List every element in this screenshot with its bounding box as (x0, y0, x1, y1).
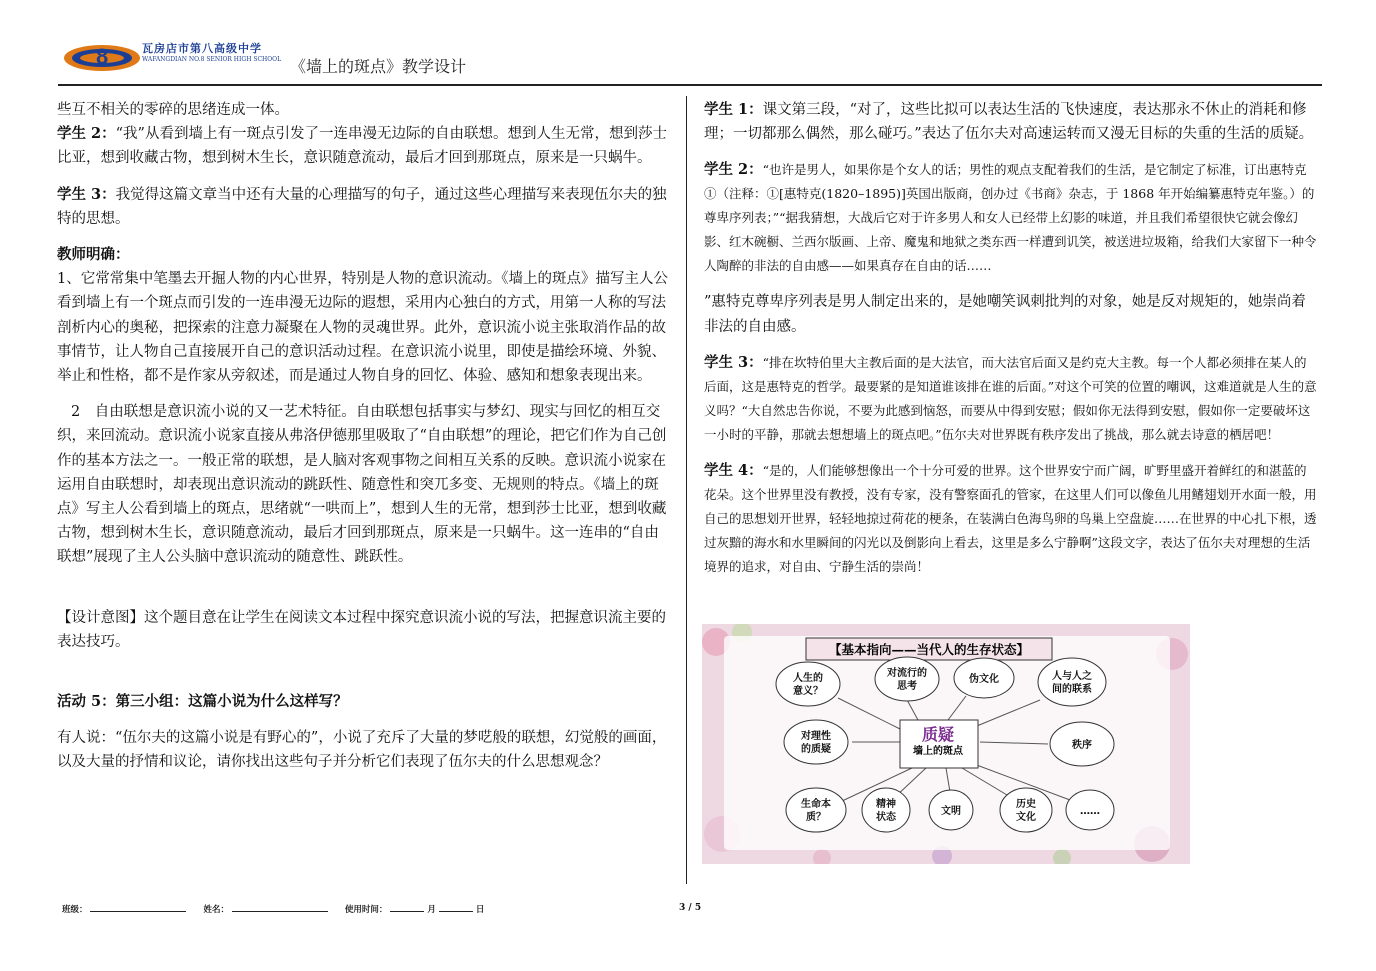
svg-text:8: 8 (96, 44, 109, 69)
answer-text: “排在坎特伯里大主教后面的是大法官，而大法官后面又是约克大主教。每一个人都必须排在某人的后面，这是惠特克的哲学。最要紧的是知道谁该排在谁的后面。”对这个可笑的位置的嘲讽，这难道就是人生的意义吗？“大自然忠告你说，不要为此感到恼怒，而要从中得到安慰；假如你无法得到安慰，假如你一定要破坏这一小时的平静，那就去想想墙上的斑点吧。”伍尔夫对世界既有秩序发出了挑战，那么就去诗意的栖居吧！ (704, 354, 1317, 442)
answer-text: “我”从看到墙上有一斑点引发了一连串漫无边际的自由联想。想到人生无常，想到莎士比亚，想到收藏古物，想到树木生长，意识随意流动，最后才回到那斑点，原来是一只蜗牛。 (57, 126, 667, 167)
node-rationality (784, 720, 848, 764)
node-trends (875, 657, 939, 701)
concept-diagram (702, 624, 1190, 864)
day-field[interactable] (439, 911, 473, 912)
node-spirit (862, 788, 910, 832)
svg-text:文化: 文化 (1016, 812, 1036, 823)
speaker-label: 学生 3： (57, 185, 116, 203)
page-number: 3 / 5 (679, 903, 702, 913)
activity-5-text: 有人说：“伍尔夫的这篇小说是有野心的”，小说了充斥了大量的梦呓般的联想，幻觉般的画面，以及大量的抒情和议论，请你找出这些句子并分析它们表现了伍尔夫的什么思想观念？ (57, 730, 667, 771)
activity-5-heading: 活动 5：第三小组：这篇小说为什么这样写？ (57, 693, 348, 711)
month-label: 月 (427, 905, 436, 915)
teacher-heading: 教师明确： (57, 246, 130, 264)
right-column (704, 98, 1318, 579)
school-name-en: WAFANGDIAN NO.8 SENIOR HIGH SCHOOL (142, 56, 282, 63)
page-header (58, 34, 1322, 84)
svg-text:对理性: 对理性 (801, 731, 831, 742)
month-field[interactable] (390, 911, 424, 912)
node-pseudo-culture (954, 658, 1014, 698)
svg-text:间的联系: 间的联系 (1052, 684, 1092, 695)
name-label: 姓名： (203, 905, 229, 915)
node-meaning-of-life (776, 662, 840, 706)
svg-text:思考: 思考 (897, 681, 917, 692)
svg-text:精神: 精神 (876, 799, 896, 810)
school-name-cn: 瓦房店市第八高级中学 (142, 42, 262, 55)
svg-text:历史: 历史 (1016, 799, 1036, 810)
node-history-culture (1000, 788, 1052, 832)
day-label: 日 (475, 905, 485, 915)
svg-text:伪文化: 伪文化 (969, 674, 999, 685)
student-2-answer (57, 122, 673, 170)
node-etc (1066, 790, 1114, 830)
student-4-answer (704, 459, 1318, 579)
speaker-label: 学生 3： (704, 353, 763, 371)
svg-text:的质疑: 的质疑 (801, 744, 831, 755)
speaker-label: 学生 2： (57, 125, 116, 143)
answer-text: “也许是男人，如果你是个女人的话；男性的观点支配着我们的生活，是它制定了标准，订出惠特克①（注释：①[惠特克(1820–1895)]英国出版商，创办过《书商》杂志，于 1868 年开始编纂惠特克年鉴。）的尊卑序列表；”“据我猜想，大战后它对于许多男人和女人已经带上幻影的味道，并且我们希望很快它就会像幻影、红木碗橱、兰西尔版画、上帝、魔鬼和地狱之类东西一样遭到讥笑，被送进垃圾箱，给我们大家留下一种令人陶醉的非法的自由感——如果真存在自由的话…… (704, 162, 1317, 274)
teacher-point-2: 2 自由联想是意识流小说的又一艺术特征。自由联想包括事实与梦幻、现实与回忆的相互交织，来回流动。意识流小说家直接从弗洛伊德那里吸取了“自由联想”的理论，把它们作为自己创作的基本方法之一。一般正常的联想，是人脑对客观事物之间相互关系的反映。意识流小说家在运用自由联想时，却表现出意识流动的跳跃性、随意性和突兀多变、无规则的特点。《墙上的斑点》写主人公看到墙上的斑点，思绪就“一哄而上”，想到人生的无常，想到莎士比亚，想到收藏古物，想到树木生长，意识随意流动，最后才回到那斑点，原来是一只蜗牛。这一连串的“自由联想”展现了主人公头脑中意识流动的随意性、跳跃性。 (57, 404, 667, 566)
teacher-point-1: 1、它常常集中笔墨去开掘人物的内心世界，特别是人物的意识流动。《墙上的斑点》描写主人公看到墙上有一个斑点而引发的一连串漫无边际的遐想，采用内心独白的方式，用第一人称的写法剖析内心的奥秘，把探索的注意力凝聚在人物的灵魂世界。此外，意识流小说主张取消作品的故事情节，让人物自己直接展开自己的意识活动过程。在意识流小说里，即使是描绘环境、外貌、举止和性格，都不是作家从旁叙述，而是通过人物自身的回忆、体验、感知和想象表现出来。 (57, 271, 668, 385)
center-big-label: 质疑 (921, 725, 955, 744)
svg-text:生命本: 生命本 (801, 799, 831, 810)
class-label: 班级： (62, 905, 88, 915)
svg-text:秩序: 秩序 (1072, 740, 1092, 751)
diagram-title: 【基本指向——当代人的生存状态】 (828, 642, 1030, 657)
student-3-answer (57, 183, 673, 231)
column-divider (686, 96, 687, 884)
header-rule (58, 84, 1322, 86)
name-field[interactable] (232, 911, 328, 912)
speaker-label: 学生 2： (704, 161, 763, 179)
svg-text:文明: 文明 (941, 806, 961, 817)
svg-text:人与人之: 人与人之 (1052, 671, 1092, 682)
page-footer (62, 903, 484, 915)
svg-text:状态: 状态 (876, 812, 896, 823)
answer-text: 我觉得这篇文章当中还有大量的心理描写的句子，通过这些心理描写来表现伍尔夫的独特的思想。 (57, 186, 667, 227)
design-intent: 【设计意图】这个题目意在让学生在阅读文本过程中探究意识流小说的写法，把握意识流主要的表达技巧。 (57, 609, 666, 650)
center-small-label: 墙上的斑点 (913, 746, 963, 757)
answer-text: “是的，人们能够想像出一个十分可爱的世界。这个世界安宁而广阔，旷野里盛开着鲜红的和湛蓝的花朵。这个世界里没有教授，没有专家，没有警察面孔的管家，在这里人们可以像鱼儿用鳍翅划开水面一般，用自己的思想划开世界，轻轻地掠过荷花的梗条，在装满白色海鸟卵的鸟巢上空盘旋……在世界的中心扎下根，透过灰黯的海水和水里瞬间的闪光以及倒影向上看去，这里是多么宁静啊”这段文字，表达了伍尔夫对理想的生活境界的追求，对自由、宁静生活的崇尚！ (704, 462, 1317, 574)
svg-text:人生的: 人生的 (793, 673, 823, 684)
svg-text:意义？: 意义？ (793, 686, 823, 697)
speaker-label: 学生 4： (704, 461, 763, 479)
student-1-answer (704, 98, 1318, 146)
node-human-connection (1038, 658, 1106, 706)
left-column (57, 98, 673, 775)
student-2-answer (704, 158, 1318, 278)
answer-text: 课文第三段，“对了，这些比拟可以表达生活的飞快速度，表达那永不休止的消耗和修理；一切都那么偶然，那么碰巧。”表达了伍尔夫对高速运转而又漫无目标的失重的生活的质疑。 (704, 102, 1314, 143)
node-order (1050, 722, 1114, 766)
svg-text:对流行的: 对流行的 (887, 668, 927, 679)
school-logo (62, 38, 142, 74)
speaker-label: 学生 1： (704, 101, 763, 118)
document-title: 《墙上的斑点》教学设计 (290, 57, 467, 76)
node-civilization (929, 790, 973, 830)
time-label: 使用时间： (344, 905, 388, 915)
paragraph: 些互不相关的零碎的思绪连成一体。 (57, 102, 289, 118)
class-field[interactable] (90, 911, 186, 912)
node-life-essence (786, 788, 846, 832)
student-3-answer (704, 351, 1318, 447)
student-2-comment: ”惠特克尊卑序列表是男人制定出来的，是她嘲笑讽刺批判的对象，她是反对规矩的，她崇尚着非法的自由感。 (704, 294, 1306, 335)
svg-text:……: …… (1080, 806, 1100, 817)
svg-text:质？: 质？ (806, 812, 826, 823)
